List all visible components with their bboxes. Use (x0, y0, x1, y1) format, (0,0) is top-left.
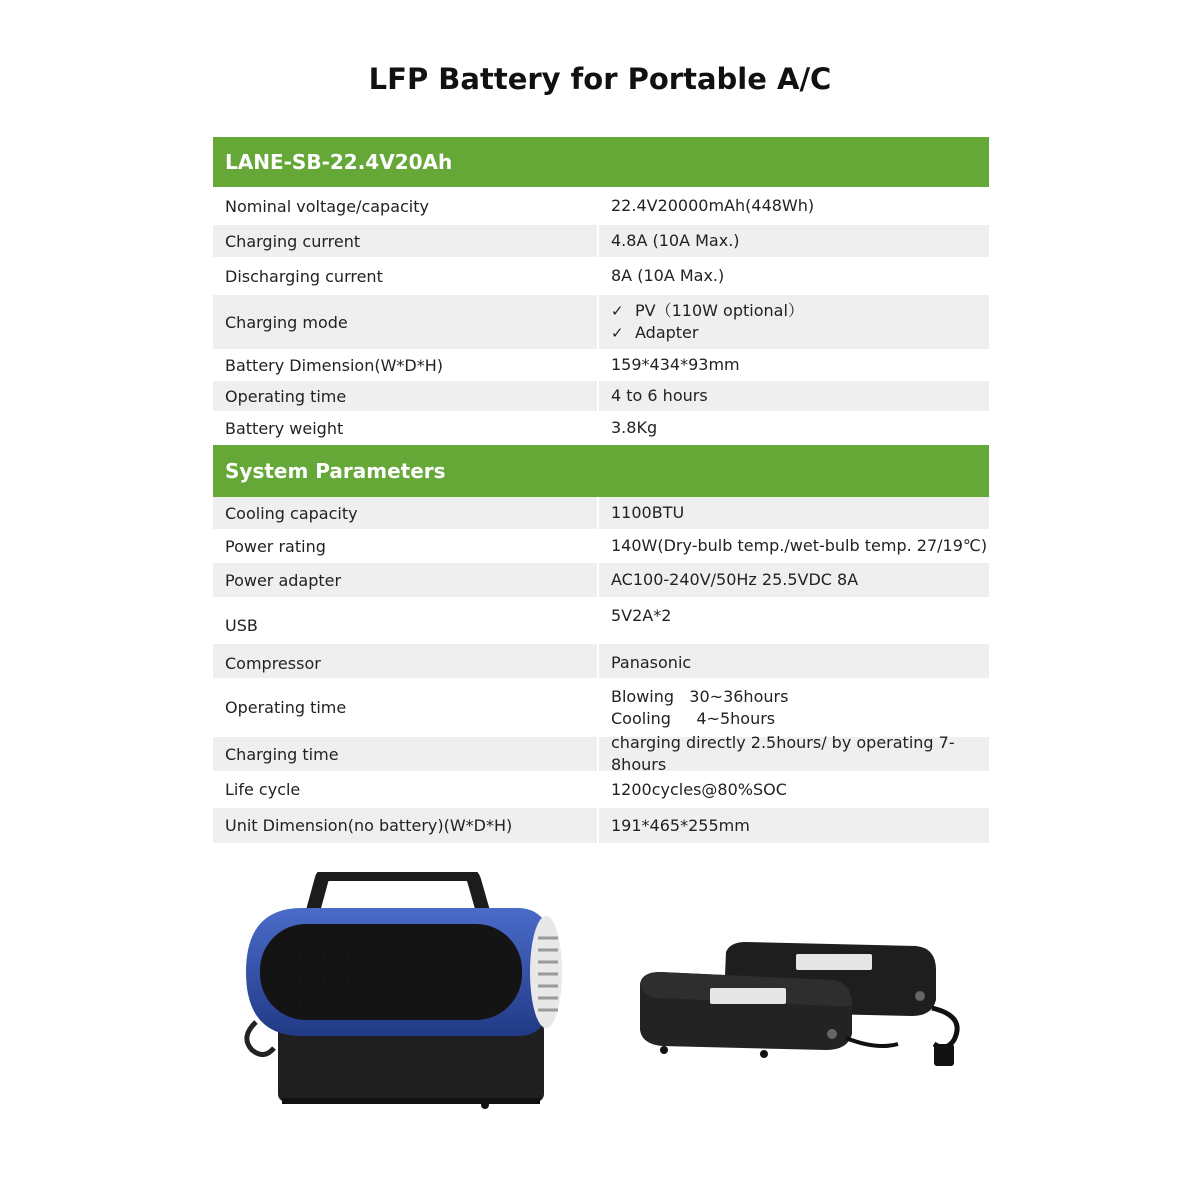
option-text: PV（110W optional） (635, 301, 804, 320)
row-value: 5V2A*2 (597, 597, 989, 644)
row-value: AC100-240V/50Hz 25.5VDC 8A (597, 563, 989, 597)
row-label: Charging current (225, 231, 361, 251)
table-row (213, 257, 989, 295)
row-label: USB (225, 616, 258, 635)
table-row (213, 563, 989, 597)
operating-time-line: Blowing 30~36hours (611, 686, 789, 706)
charging-mode-option (611, 300, 989, 322)
row-label: Charging mode (225, 312, 348, 332)
table-row (213, 597, 989, 644)
row-value-list (597, 295, 989, 349)
row-label: Life cycle (225, 780, 301, 799)
table-row (213, 381, 989, 411)
row-label: Cooling capacity (225, 503, 358, 523)
row-label: Compressor (225, 653, 321, 673)
row-label: Unit Dimension(no battery)(W*D*H) (225, 816, 513, 835)
option-text: Adapter (635, 323, 699, 342)
table-row (213, 644, 989, 678)
table-row (213, 225, 989, 257)
row-value: 1200cycles@80%SOC (597, 771, 989, 808)
portable-ac-image (240, 872, 580, 1121)
operating-time-line: Cooling 4~5hours (611, 708, 776, 728)
row-value: 140W(Dry-bulb temp./wet-bulb temp. 27/19℃) (597, 529, 989, 563)
check-icon: ✓ (611, 302, 624, 320)
spec-table (213, 137, 989, 843)
row-value: 191*465*255mm (597, 808, 989, 843)
row-value-list (597, 678, 989, 737)
table-row (213, 187, 989, 225)
row-label: Nominal voltage/capacity (225, 196, 429, 216)
row-value: 8A (10A Max.) (597, 257, 989, 295)
row-value: 22.4V20000mAh(448Wh) (597, 187, 989, 225)
row-value: Panasonic (597, 644, 989, 678)
row-label: Operating time (225, 386, 347, 406)
table-row (213, 411, 989, 445)
row-label: Battery Dimension(W*D*H) (225, 355, 444, 375)
row-value: 4 to 6 hours (597, 381, 989, 411)
table-row (213, 808, 989, 843)
table-row (213, 295, 989, 349)
table-row (213, 733, 989, 774)
row-label: Power rating (225, 536, 326, 556)
charging-mode-option (611, 322, 989, 344)
row-value: 159*434*93mm (597, 349, 989, 381)
battery-packs-image (636, 940, 976, 1079)
check-icon: ✓ (611, 324, 624, 342)
page-title: LFP Battery for Portable A/C (368, 62, 832, 96)
table-row (213, 771, 989, 808)
section-header-system: System Parameters (213, 445, 989, 497)
row-value: 3.8Kg (597, 411, 989, 445)
section-header-battery: LANE-SB-22.4V20Ah (213, 137, 989, 187)
row-value: charging directly 2.5hours/ by operating 7-8hours (597, 737, 989, 771)
table-row (213, 678, 989, 737)
row-label: Operating time (225, 698, 347, 717)
row-label: Power adapter (225, 570, 342, 590)
table-row (213, 349, 989, 381)
table-row (213, 529, 989, 563)
row-label: Discharging current (225, 266, 383, 286)
row-label: Battery weight (225, 418, 344, 438)
row-label: Charging time (225, 744, 339, 764)
row-value: 1100BTU (597, 497, 989, 529)
row-value: 4.8A (10A Max.) (597, 225, 989, 257)
table-row (213, 497, 989, 529)
